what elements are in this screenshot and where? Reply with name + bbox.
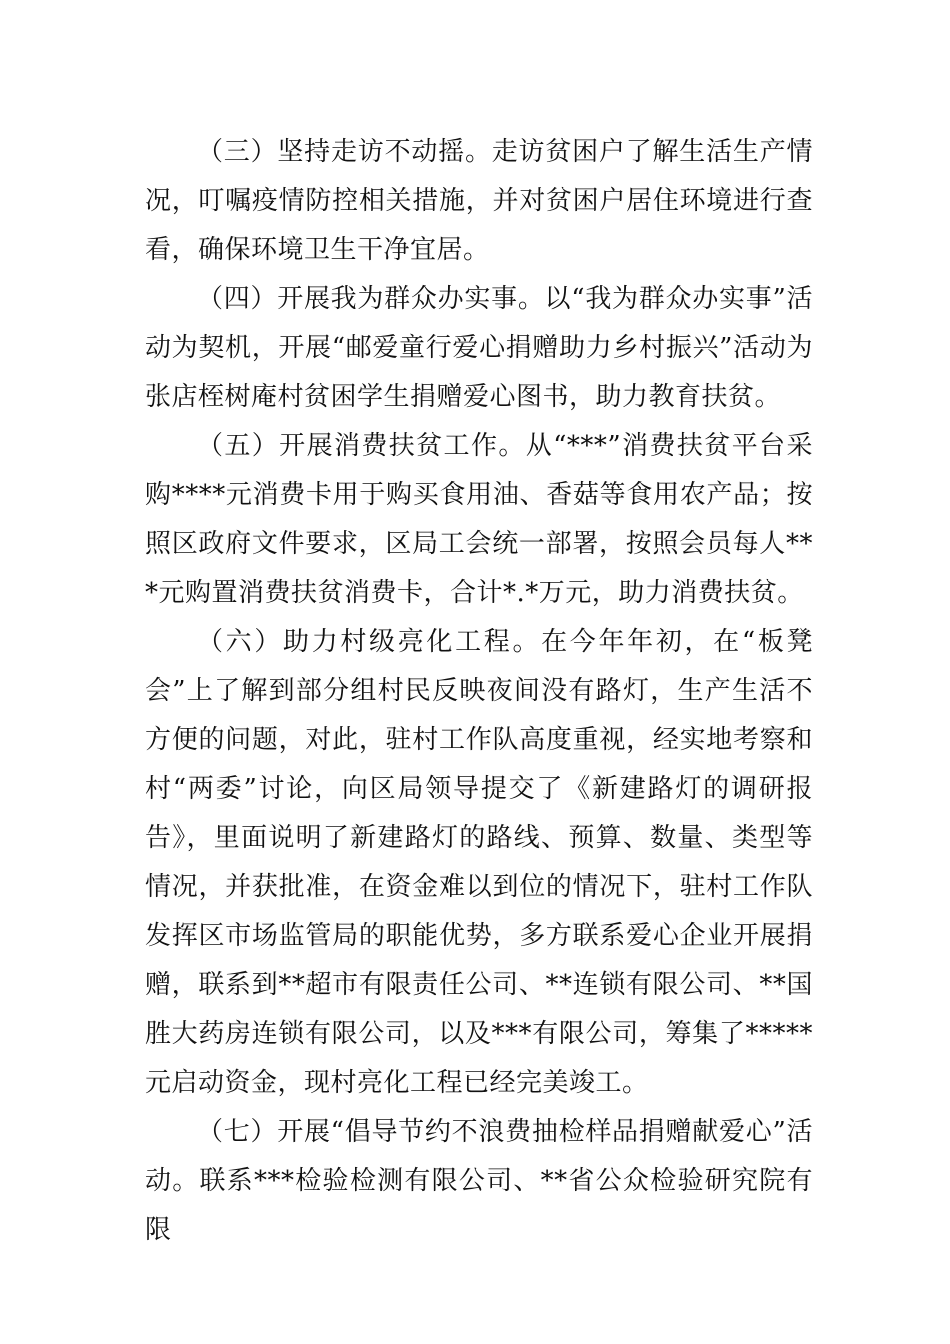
paragraph-three: （三）坚持走访不动摇。走访贫困户了解生活生产情况，叮嘱疫情防控相关措施，并对贫困户居住环境进行查看，确保环境卫生干净宜居。 (145, 137, 813, 265)
paragraph-six: （六）助力村级亮化工程。在今年年初，在“板凳会”上了解到部分组村民反映夜间没有路灯，生产生活不方便的问题，对此，驻村工作队高度重视，经实地考察和村“两委”讨论，向区局领导提交了《新建路灯的调研报告》，里面说明了新建路灯的路线、预算、数量、类型等情况，并获批准，在资金难以到位的情况下，驻村工作队发挥区市场监管局的职能优势，多方联系爱心企业开展捐赠，联系到**超市有限责任公司、**连锁有限公司、**国胜大药房连锁有限公司，以及***有限公司，筹集了*****元启动资金，现村亮化工程已经完美竣工。 (145, 627, 813, 1098)
paragraph-five: （五）开展消费扶贫工作。从“***”消费扶贫平台采购****元消费卡用于购买食用油、香菇等食用农产品；按照区政府文件要求，区局工会统一部署，按照会员每人***元购置消费扶贫消费卡，合计*.*万元，助力消费扶贫。 (145, 431, 813, 608)
document-body (145, 128, 813, 1255)
paragraph-seven: （七）开展“倡导节约不浪费抽检样品捐赠献爱心”活动。联系***检验检测有限公司、**省公众检验研究院有限 (145, 1117, 813, 1245)
paragraph-four: （四）开展我为群众办实事。以“我为群众办实事”活动为契机，开展“邮爱童行爱心捐赠助力乡村振兴”活动为张店桎树庵村贫困学生捐赠爱心图书，助力教育扶贫。 (145, 284, 813, 412)
